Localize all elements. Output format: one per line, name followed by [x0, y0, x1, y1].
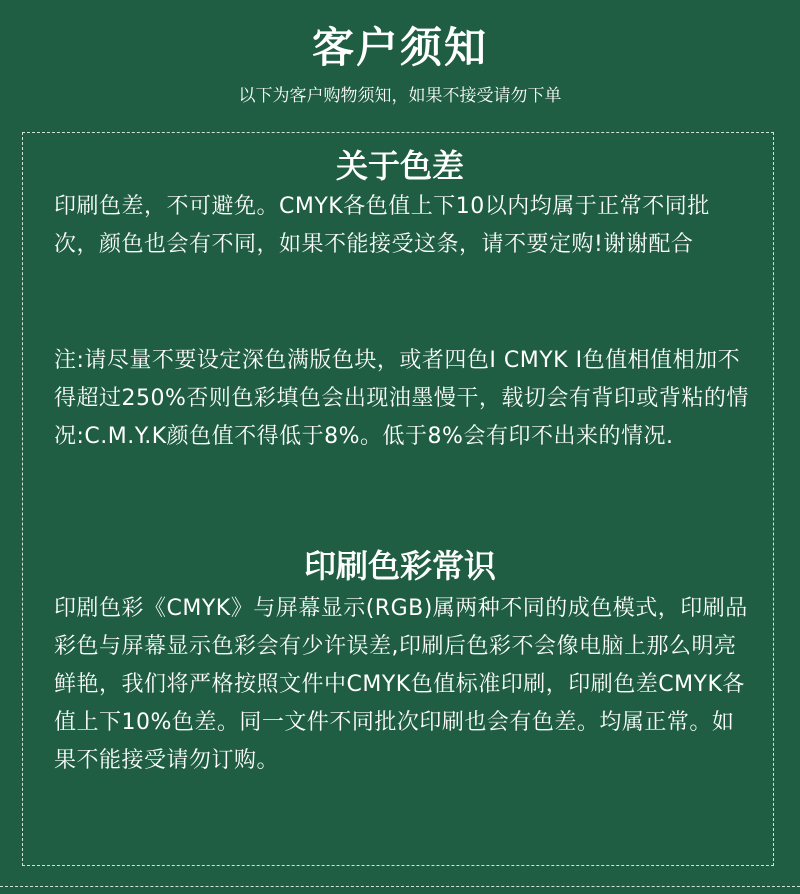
paragraph-color-difference: 印刷色差，不可避免。CMYK各色值上下10以内均属于正常不同批次，颜色也会有不同，如果不能接受这条，请不要定购!谢谢配合: [54, 194, 710, 257]
paragraph-note: 注:请尽量不要设定深色满版色块，或者四色I CMYK I色值相值相加不得超过250%否则色彩填色会出现油墨慢干，载切会有背印或背粘的情况:C.M.Y.K颜色值不得低于8%。低于8%会有印不出来的情况.: [54, 348, 749, 449]
paragraph-print-color-knowledge: 印剧色彩《CMYK》与屏幕显示(RGB)属两种不同的成色模式，印刷品彩色与屏幕显示色彩会有少许误差,印刷后色彩不会像电脑上那么明亮鲜艳，我们将严格按照文件中CMYK色值标准印刷，印刷色差CMYK各值上下10%色差。同一文件不同批次印刷也会有色差。均属正常。如果不能接受请勿订购。: [54, 596, 748, 773]
page-subtitle: 以下为客户购物须知，如果不接受请勿下单: [238, 86, 562, 106]
section-heading-print-color-knowledge: 印刷色彩常识: [303, 547, 496, 585]
bottom-divider: [0, 886, 800, 887]
section-heading-color-difference: 关于色差: [335, 147, 464, 185]
page-title: 客户须知: [311, 23, 488, 72]
